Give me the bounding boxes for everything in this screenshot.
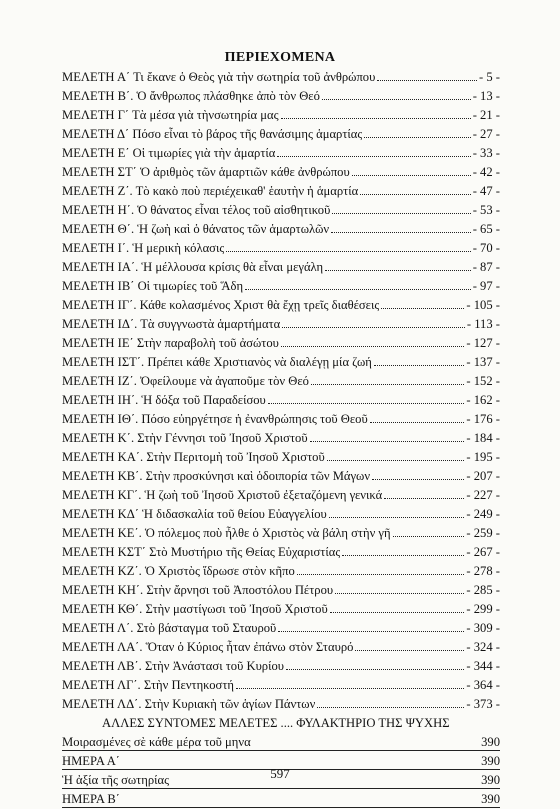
toc-entry-title: Ἡ ἀξία τῆς σωτηρίας [62,773,170,787]
toc-entry-title: ΜΕΛΕΤΗ ΣΤ΄ Ὁ ἀριθμὸς τῶν ἁμαρτιῶν κάθε ἀνθρώπου [62,165,350,179]
toc-entry-page: - 65 - [472,222,500,236]
toc-entry-page: - 42 - [472,165,500,179]
toc-entry-page: 390 [481,754,500,768]
toc-entry-page: - 47 - [472,184,500,198]
section-heading [62,714,500,733]
dotted-leader [360,193,471,195]
toc-entry-page: - 259 - [466,526,500,540]
toc-entry-title: Μοιρασμένες σὲ κάθε μέρα τοῦ μηνα [62,735,251,749]
toc-entry-title: ΜΕΛΕΤΗ ΙΕ΄ Στὴν παραβολὴ τοῦ ἀσώτου [62,336,279,350]
toc-entry-page: 390 [481,792,500,806]
toc-entry-title: ΜΕΛΕΤΗ Θ΄. Ἡ ζωὴ καὶ ὁ θάνατος τῶν ἁμαρτωλῶν [62,222,330,236]
toc-entry-title: ΜΕΛΕΤΗ ΙΒ΄ Οἱ τιμωρίες τοῦ Ἅδη [62,279,244,293]
toc-entry-page: - 127 - [466,336,500,350]
section-heading-text: ΑΛΛΕΣ ΣΥΝΤΟΜΕΣ ΜΕΛΕΤΕΣ .... ΦΥΛΑΚΤΗΡΙΟ ΤΗΣ ΨΥΧΗΣ [102,716,450,730]
toc-entry-page: - 97 - [472,279,500,293]
toc-entry [62,182,500,201]
dotted-leader [355,649,464,651]
toc-entry [62,201,500,220]
toc-entry-title: ΜΕΛΕΤΗ ΙΖ΄. Ὀφείλουμε νὰ ἀγαποῦμε τὸν Θεό [62,374,309,388]
dotted-leader [281,345,465,347]
toc-entry [62,505,500,524]
dotted-leader [281,117,471,119]
toc-entry-title: ΜΕΛΕΤΗ ΙΔ΄. Τὰ συγγνωστὰ ἁμαρτήματα [62,317,281,331]
dotted-leader [310,440,465,442]
dotted-leader [282,326,465,328]
dotted-leader [325,269,471,271]
dotted-leader [374,364,465,366]
toc-entry [62,277,500,296]
dotted-leader [311,383,464,385]
toc-entry-page: - 162 - [466,393,500,407]
toc-entry-title: ΜΕΛΕΤΗ ΙΑ΄. Ἡ μέλλουσα κρίσις θὰ εἶναι μεγάλη [62,260,324,274]
toc-entry-page: - 27 - [472,127,500,141]
page-title: ΠΕΡΙΕΧΟΜΕΝΑ [224,50,336,65]
toc-entry-page: - 324 - [466,640,500,654]
toc-entry-title: ΜΕΛΕΤΗ ΚΖ΄. Ὁ Χριστὸς ἵδρωσε στὸν κῆπο [62,564,295,578]
toc-entry [62,315,500,334]
dotted-leader [377,79,477,81]
toc-entry-title: ΜΕΛΕΤΗ ΚΕ΄. Ὁ πόλεμος ποὺ ἦλθε ὁ Χριστὸς νὰ βάλη στὴν γῆ [62,526,391,540]
toc-entry-page: - 373 - [466,697,500,711]
toc-entry [62,372,500,391]
dotted-leader [286,668,464,670]
toc-entry-page: - 137 - [466,355,500,369]
toc-entry-page: - 227 - [466,488,500,502]
dotted-leader [331,231,471,233]
toc-entry [62,524,500,543]
dotted-leader [236,687,464,689]
dotted-leader [317,706,464,708]
toc-entry-title: ΜΕΛΕΤΗ ΚΣΤ΄ Στὸ Μυστήριο τῆς Θείας Εὐχαριστίας [62,545,341,559]
toc-entry-title: ΜΕΛΕΤΗ ΛΑ΄. Ὅταν ὁ Κύριος ἦταν ἐπάνω στὸν Σταυρό [62,640,354,654]
toc-entry-title: ΜΕΛΕΤΗ ΛΒ΄. Στὴν Ἀνάστασι τοῦ Κυρίου [62,659,285,673]
page-number: 597 [270,766,290,781]
toc-entry-title: ΜΕΛΕΤΗ Ζ΄. Τὸ κακὸ ποὺ περιέχεικαθ' ἑαυτὴν ἡ ἁμαρτία [62,184,359,198]
toc-entry-page: - 113 - [466,317,500,331]
toc-entry [62,638,500,657]
toc-entry-page: - 5 - [479,70,500,84]
dotted-leader [322,98,471,100]
toc-entry [62,239,500,258]
toc-entry-page: - 285 - [466,583,500,597]
toc-entry-page: - 33 - [472,146,500,160]
toc-entry-page: - 70 - [472,241,500,255]
toc-entry [62,543,500,562]
toc-entry [62,676,500,695]
toc-entry-page: - 195 - [466,450,500,464]
toc-entry-page: - 53 - [472,203,500,217]
toc-entry [62,486,500,505]
dotted-leader [364,136,470,138]
dotted-leader [329,516,465,518]
toc-entry [62,600,500,619]
toc-entry-title: ΜΕΛΕΤΗ ΚΔ΄ Ἡ διδασκαλία τοῦ θείου Εὐαγγελίου [62,507,327,521]
toc-entry [62,695,500,714]
dotted-leader [278,630,464,632]
toc-entry-title: ΜΕΛΕΤΗ Ι΄. Ἡ μερικὴ κόλασις [62,241,225,255]
toc-entry [62,619,500,638]
toc-entry-page: - 207 - [466,469,500,483]
toc-entry-page: - 21 - [472,108,500,122]
dotted-leader [342,554,464,556]
dotted-leader [268,402,465,404]
toc-entry-title: ΜΕΛΕΤΗ ΙΗ΄. Ἡ δόξα τοῦ Παραδείσου [62,393,266,407]
toc-entry-page: - 344 - [466,659,500,673]
dotted-leader [297,573,465,575]
dotted-leader [330,611,465,613]
toc-entry-title: ΜΕΛΕΤΗ ΛΔ΄. Στὴν Κυριακὴ τῶν ἁγίων Πάντων [62,697,316,711]
toc-entry-title: ΗΜΕΡΑ Α΄ [62,754,120,768]
toc-entry-title: ΜΕΛΕΤΗ ΚΘ΄. Στὴν μαστίγωσι τοῦ Ἰησοῦ Χριστοῦ [62,602,328,616]
dotted-leader [384,497,464,499]
toc-entry-title: ΜΕΛΕΤΗ Κ΄. Στὴν Γέννησι τοῦ Ἰησοῦ Χριστοῦ [62,431,308,445]
toc-entry [62,334,500,353]
toc-entry-page: 390 [481,773,500,787]
toc-entry [62,68,500,87]
toc-entry-title: ΜΕΛΕΤΗ Ε΄ Οἱ τιμωρίες γιὰ τὴν ἁμαρτία [62,146,276,160]
toc-entry-title: ΗΜΕΡΑ Β΄ [62,792,120,806]
toc-entry-page: - 184 - [466,431,500,445]
dotted-leader [245,288,471,290]
dotted-leader [332,212,470,214]
toc-entry [62,467,500,486]
toc-entry [62,296,500,315]
toc-entry-page: - 105 - [466,298,500,312]
dotted-leader [372,478,464,480]
toc-entry-page: - 364 - [466,678,500,692]
dotted-leader [226,250,470,252]
toc-entry-title: ΜΕΛΕΤΗ Η΄. Ὁ θάνατος εἶναι τέλος τοῦ αἰσθητικοῦ [62,203,331,217]
toc-entry-title: ΜΕΛΕΤΗ ΙΣΤ΄. Πρέπει κάθε Χριστιανὸς νὰ διαλέγῃ μία ζωή [62,355,372,369]
toc-entry-title: ΜΕΛΕΤΗ Λ΄. Στὸ βάσταγμα τοῦ Σταυροῦ [62,621,277,635]
toc-entry [62,163,500,182]
toc-entry-page: - 176 - [466,412,500,426]
toc-entry-title: ΜΕΛΕΤΗ ΙΓ΄. Κάθε κολασμένος Χριστ θὰ ἔχῃ τρεῖς διαθέσεις [62,298,380,312]
toc-entry-page: 390 [481,735,500,749]
toc-entry-title: ΜΕΛΕΤΗ Β΄. Ὁ ἄνθρωπος πλάσθηκε ἀπὸ τὸν Θεό [62,89,320,103]
dotted-leader [393,535,465,537]
toc-entry-page: - 152 - [466,374,500,388]
toc-entry [62,106,500,125]
toc-entry-title: ΜΕΛΕΤΗ Α΄ Τι ἔκανε ὁ Θεὸς γιὰ τὴν σωτηρία τοῦ ἀνθρώπου [62,70,376,84]
toc-entry-title: ΜΕΛΕΤΗ Δ΄ Πόσο εἶναι τὸ βάρος τῆς θανάσιμης ἁμαρτίας [62,127,363,141]
toc-entry [62,581,500,600]
toc-entry-title: ΜΕΛΕΤΗ ΙΘ΄. Πόσο εὐηργέτησε ἡ ἐνανθρώπησις τοῦ Θεοῦ [62,412,368,426]
toc-entry [62,429,500,448]
toc-entry [62,391,500,410]
toc-entry-title: ΜΕΛΕΤΗ Γ΄ Τὰ μέσα γιὰ τὴνσωτηρία μας [62,108,279,122]
toc-entry [62,562,500,581]
toc-entry [62,220,500,239]
toc-entry [62,410,500,429]
toc-entry [62,258,500,277]
toc-entry-page: - 267 - [466,545,500,559]
toc-entry-title: ΜΕΛΕΤΗ ΛΓ΄. Στὴν Πεντηκοστή [62,678,234,692]
toc-entry [62,353,500,372]
dotted-leader [327,459,465,461]
toc-entry [62,87,500,106]
dotted-leader [277,155,470,157]
toc-entry-page: - 299 - [466,602,500,616]
toc-entry-page: - 87 - [472,260,500,274]
toc-entry-page: - 249 - [466,507,500,521]
toc-entry-title: ΜΕΛΕΤΗ ΚΓ΄. Ἡ ζωὴ τοῦ Ἰησοῦ Χριστοῦ ἐξεταζόμενη γενικά [62,488,383,502]
toc-entry [62,657,500,676]
toc-entry [62,144,500,163]
toc-entry [62,733,500,752]
toc-entry-page: - 13 - [472,89,500,103]
toc-entry [62,448,500,467]
toc-entry-title: ΜΕΛΕΤΗ ΚΒ΄. Στὴν προσκύνησι καὶ ὁδοιπορία τῶν Μάγων [62,469,371,483]
toc-entry-page: - 278 - [466,564,500,578]
toc-entry [62,125,500,144]
toc-entry-title: ΜΕΛΕΤΗ ΚΑ΄. Στὴν Περιτομὴ τοῦ Ἰησοῦ Χριστοῦ [62,450,325,464]
dotted-leader [370,421,465,423]
dotted-leader [352,174,471,176]
dotted-leader [381,307,464,309]
toc-entry-title: ΜΕΛΕΤΗ ΚΗ΄. Στὴν ἄρνησι τοῦ Ἀποστόλου Πέτρου [62,583,334,597]
dotted-leader [335,592,464,594]
toc-entry-page: - 309 - [466,621,500,635]
table-of-contents [62,68,500,809]
